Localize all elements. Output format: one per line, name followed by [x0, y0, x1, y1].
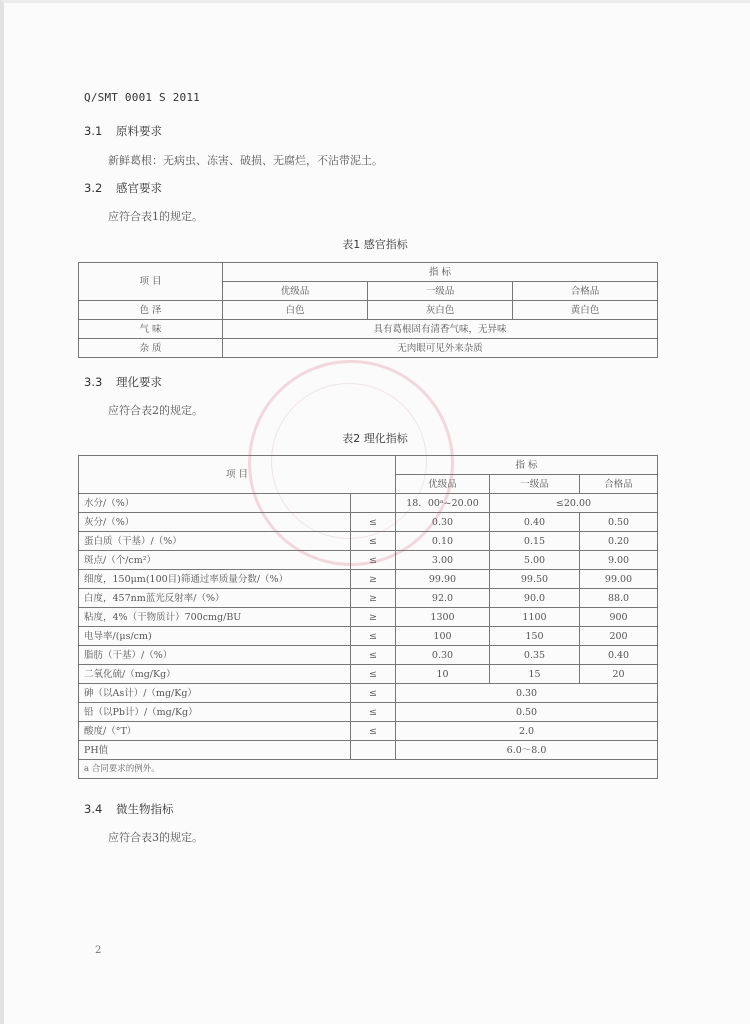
- table2-value-cell: 99.50: [490, 570, 580, 589]
- table2-value-cell: 0.10: [396, 532, 490, 551]
- table2-operator-cell: ≤: [351, 703, 396, 722]
- table1-value-cell: 黄白色: [513, 301, 658, 320]
- table-row: [79, 589, 658, 608]
- section-3-4-text: 应符合表3的规定。: [108, 831, 203, 844]
- table2-grade-header: 优级品: [396, 475, 490, 494]
- table2-value-cell: 99.90: [396, 570, 490, 589]
- table-row: [79, 551, 658, 570]
- table2-item-cell: 白度，457nm蓝光反射率/（%）: [79, 589, 351, 608]
- sensory-table: [78, 262, 658, 358]
- table2-item-cell: 脂肪（干基）/（%）: [79, 646, 351, 665]
- table2-value-cell: 15: [490, 665, 580, 684]
- table-row: [79, 646, 658, 665]
- table2-item-cell: 铅（以Pb计）/（mg/Kg）: [79, 703, 351, 722]
- table-row: [79, 722, 658, 741]
- section-title-text: 感官要求: [116, 181, 162, 195]
- table-row: [79, 703, 658, 722]
- table1-merged-cell: 具有葛根固有清香气味，无异味: [223, 320, 658, 339]
- table2-value-cell: 90.0: [490, 589, 580, 608]
- table2-value-cell: 100: [396, 627, 490, 646]
- table2-operator-cell: ≤: [351, 665, 396, 684]
- table2-operator-cell: [351, 741, 396, 760]
- table2-operator-cell: ≤: [351, 551, 396, 570]
- table2-index-header: 指 标: [396, 456, 658, 475]
- table2-operator-cell: ≥: [351, 608, 396, 627]
- table2-value-cell: 0.40: [580, 646, 658, 665]
- table1-caption: 表1 感官指标: [342, 238, 408, 251]
- table2-value-cell: 99.00: [580, 570, 658, 589]
- table-row: [79, 513, 658, 532]
- table-row: [79, 684, 658, 703]
- table2-item-cell: 蛋白质（干基）/（%）: [79, 532, 351, 551]
- table-row: [79, 301, 658, 320]
- table2-grade-header: 合格品: [580, 475, 658, 494]
- table1-grade-header: 优级品: [223, 282, 368, 301]
- table2-item-header: 项 目: [79, 456, 396, 494]
- table2-value-cell: 1300: [396, 608, 490, 627]
- table2-item-cell: PH值: [79, 741, 351, 760]
- table1-item-cell: 杂 质: [79, 339, 223, 358]
- table2-operator-cell: ≤: [351, 627, 396, 646]
- table2-value-cell: 0.35: [490, 646, 580, 665]
- table2-value-cell: 0.30: [396, 513, 490, 532]
- table2-caption: 表2 理化指标: [342, 432, 408, 445]
- table1-value-cell: 白色: [223, 301, 368, 320]
- table2-operator-cell: ≥: [351, 589, 396, 608]
- table2-operator-cell: [351, 494, 396, 513]
- table-row: [79, 570, 658, 589]
- table2-operator-cell: ≤: [351, 684, 396, 703]
- table-row: [79, 494, 658, 513]
- section-title-text: 微生物指标: [116, 802, 174, 816]
- table2-operator-cell: ≤: [351, 513, 396, 532]
- table1-grade-header: 一级品: [368, 282, 513, 301]
- table2-value-cell: 200: [580, 627, 658, 646]
- table2-value-cell: 900: [580, 608, 658, 627]
- table2-value-cell: 5.00: [490, 551, 580, 570]
- section-title-text: 原料要求: [116, 124, 162, 138]
- physicochemical-table: [78, 455, 658, 779]
- table2-value-cell: 0.20: [580, 532, 658, 551]
- table1-value-cell: 灰白色: [368, 301, 513, 320]
- page-number: 2: [95, 945, 102, 956]
- table2-item-cell: 灰分/（%）: [79, 513, 351, 532]
- table2-item-cell: 砷（以As计）/（mg/Kg）: [79, 684, 351, 703]
- table2-value-cell: 0.40: [490, 513, 580, 532]
- table2-item-cell: 斑点/（个/cm²）: [79, 551, 351, 570]
- section-number: 3.3: [84, 375, 103, 389]
- table-row: [79, 627, 658, 646]
- table2-merged-cell: 2.0: [396, 722, 658, 741]
- table2-grade-header: 一级品: [490, 475, 580, 494]
- section-3-3-title: [84, 374, 162, 390]
- table2-merged-cell: 0.50: [396, 703, 658, 722]
- section-number: 3.4: [84, 802, 103, 816]
- table2-footnote: a 合同要求的例外。: [79, 760, 658, 779]
- table2-value-cell: 0.50: [580, 513, 658, 532]
- section-3-1-title: [84, 123, 162, 139]
- section-title-text: 理化要求: [116, 375, 162, 389]
- table2-operator-cell: ≤: [351, 532, 396, 551]
- table-row: [79, 532, 658, 551]
- table1-item-header: 项 目: [79, 263, 223, 301]
- section-number: 3.2: [84, 181, 103, 195]
- table2-item-cell: 粘度，4%（干物质计）700cmg/BU: [79, 608, 351, 627]
- table-row: [79, 339, 658, 358]
- section-3-3-text: 应符合表2的规定。: [108, 404, 203, 417]
- table2-value-cell: 0.30: [396, 646, 490, 665]
- table2-item-cell: 二氧化硫/（mg/Kg）: [79, 665, 351, 684]
- table2-value-cell: 88.0: [580, 589, 658, 608]
- section-3-4-title: [84, 801, 174, 817]
- table2-value-cell: 10: [396, 665, 490, 684]
- table2-value-cell: 150: [490, 627, 580, 646]
- table1-item-cell: 色 泽: [79, 301, 223, 320]
- section-3-2-title: [84, 180, 162, 196]
- table2-value-cell: 0.15: [490, 532, 580, 551]
- table1-item-cell: 气 味: [79, 320, 223, 339]
- table2-value-cell: 3.00: [396, 551, 490, 570]
- table2-value-cell: 92.0: [396, 589, 490, 608]
- table2-value-cell: 1100: [490, 608, 580, 627]
- table2-merged-cell: 0.30: [396, 684, 658, 703]
- table2-value-cell: ≤20.00: [490, 494, 658, 513]
- table2-item-cell: 水分/（%）: [79, 494, 351, 513]
- table2-item-cell: 酸度/（°T）: [79, 722, 351, 741]
- table-row: [79, 608, 658, 627]
- table-row: [79, 741, 658, 760]
- table2-operator-cell: ≤: [351, 646, 396, 665]
- section-3-2-text: 应符合表1的规定。: [108, 210, 203, 223]
- table1-merged-cell: 无肉眼可见外来杂质: [223, 339, 658, 358]
- table2-value-cell: 18．00ᵃ~20.00: [396, 494, 490, 513]
- table2-item-cell: 电导率/(μs/cm): [79, 627, 351, 646]
- section-3-1-text: 新鲜葛根：无病虫、冻害、破损、无腐烂，不沾带泥土。: [108, 154, 383, 167]
- table-row: [79, 320, 658, 339]
- table2-item-cell: 细度，150μm(100目)筛通过率质量分数/（%）: [79, 570, 351, 589]
- table2-value-cell: 9.00: [580, 551, 658, 570]
- standard-code: Q/SMT 0001 S 2011: [84, 91, 200, 104]
- table-row: [79, 665, 658, 684]
- table1-grade-header: 合格品: [513, 282, 658, 301]
- table2-operator-cell: ≤: [351, 722, 396, 741]
- table2-value-cell: 20: [580, 665, 658, 684]
- table1-index-header: 指 标: [223, 263, 658, 282]
- table2-merged-cell: 6.0～8.0: [396, 741, 658, 760]
- table2-operator-cell: ≥: [351, 570, 396, 589]
- section-number: 3.1: [84, 124, 103, 138]
